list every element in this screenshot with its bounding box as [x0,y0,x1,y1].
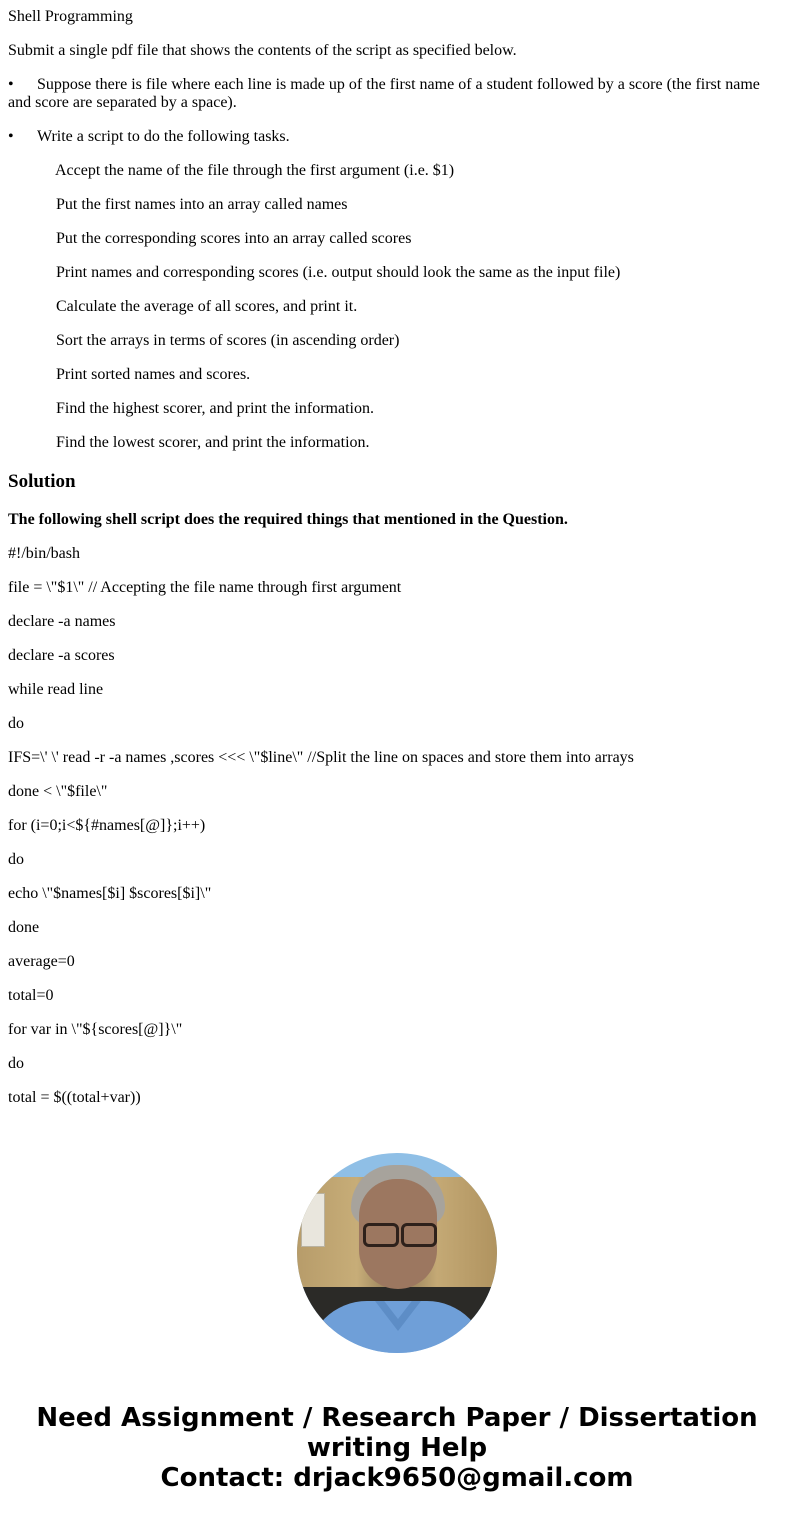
solution-heading: Solution [8,471,76,492]
task-item: Find the highest scorer, and print the information. [56,400,374,417]
author-avatar [297,1153,497,1353]
instruction-text: Submit a single pdf file that shows the contents of the script as specified below. [8,42,517,59]
code-line: declare -a scores [8,647,115,664]
code-line: average=0 [8,953,75,970]
promo-banner [0,1403,794,1493]
task-item: Print names and corresponding scores (i.e. output should look the same as the input file) [56,264,621,281]
task-item: Accept the name of the file through the first argument (i.e. $1) [55,162,455,179]
task-item: Print sorted names and scores. [56,366,251,383]
code-line: for (i=0;i<${#names[@]};i++) [8,817,206,834]
bullet-item [8,128,772,146]
bullet-icon: • [8,76,14,93]
promo-line-2: writing Help [306,1433,488,1463]
code-line: #!/bin/bash [8,545,80,562]
code-line: file = \"$1\" // Accepting the file name through first argument [8,579,402,596]
code-line: echo \"$names[$i] $scores[$i]\" [8,885,212,902]
code-line: done [8,919,40,936]
avatar-wall-switch [301,1193,325,1247]
avatar-glasses-right [401,1223,437,1247]
code-line: total = $((total+var)) [8,1089,141,1106]
task-item: Sort the arrays in terms of scores (in ascending order) [56,332,400,349]
code-line: declare -a names [8,613,116,630]
bullet-text: Suppose there is file where each line is made up of the first name of a student followed by a score (the first name and score are separated by a space). [8,76,760,111]
code-line: do [8,715,24,732]
promo-line-1: Need Assignment / Research Paper / Dissertation [36,1403,758,1433]
code-line: total=0 [8,987,54,1004]
document-title: Shell Programming [8,8,133,25]
task-item: Find the lowest scorer, and print the information. [56,434,370,451]
code-line: done < \"$file\" [8,783,108,800]
task-item: Put the corresponding scores into an array called scores [56,230,412,247]
bullet-text: Write a script to do the following tasks. [37,128,290,145]
task-item: Calculate the average of all scores, and print it. [56,298,358,315]
code-line: for var in \"${scores[@]}\" [8,1021,183,1038]
bullet-item [8,76,772,112]
code-line: IFS=\' \' read -r -a names ,scores <<< \"$line\" //Split the line on spaces and store them into arrays [8,749,634,766]
code-line: while read line [8,681,104,698]
bullet-icon: • [8,128,14,145]
solution-intro: The following shell script does the required things that mentioned in the Question. [8,511,568,528]
code-line: do [8,1055,24,1072]
task-item: Put the first names into an array called names [56,196,348,213]
avatar-glasses-left [363,1223,399,1247]
code-line: do [8,851,24,868]
promo-contact: Contact: drjack9650@gmail.com [160,1463,634,1493]
